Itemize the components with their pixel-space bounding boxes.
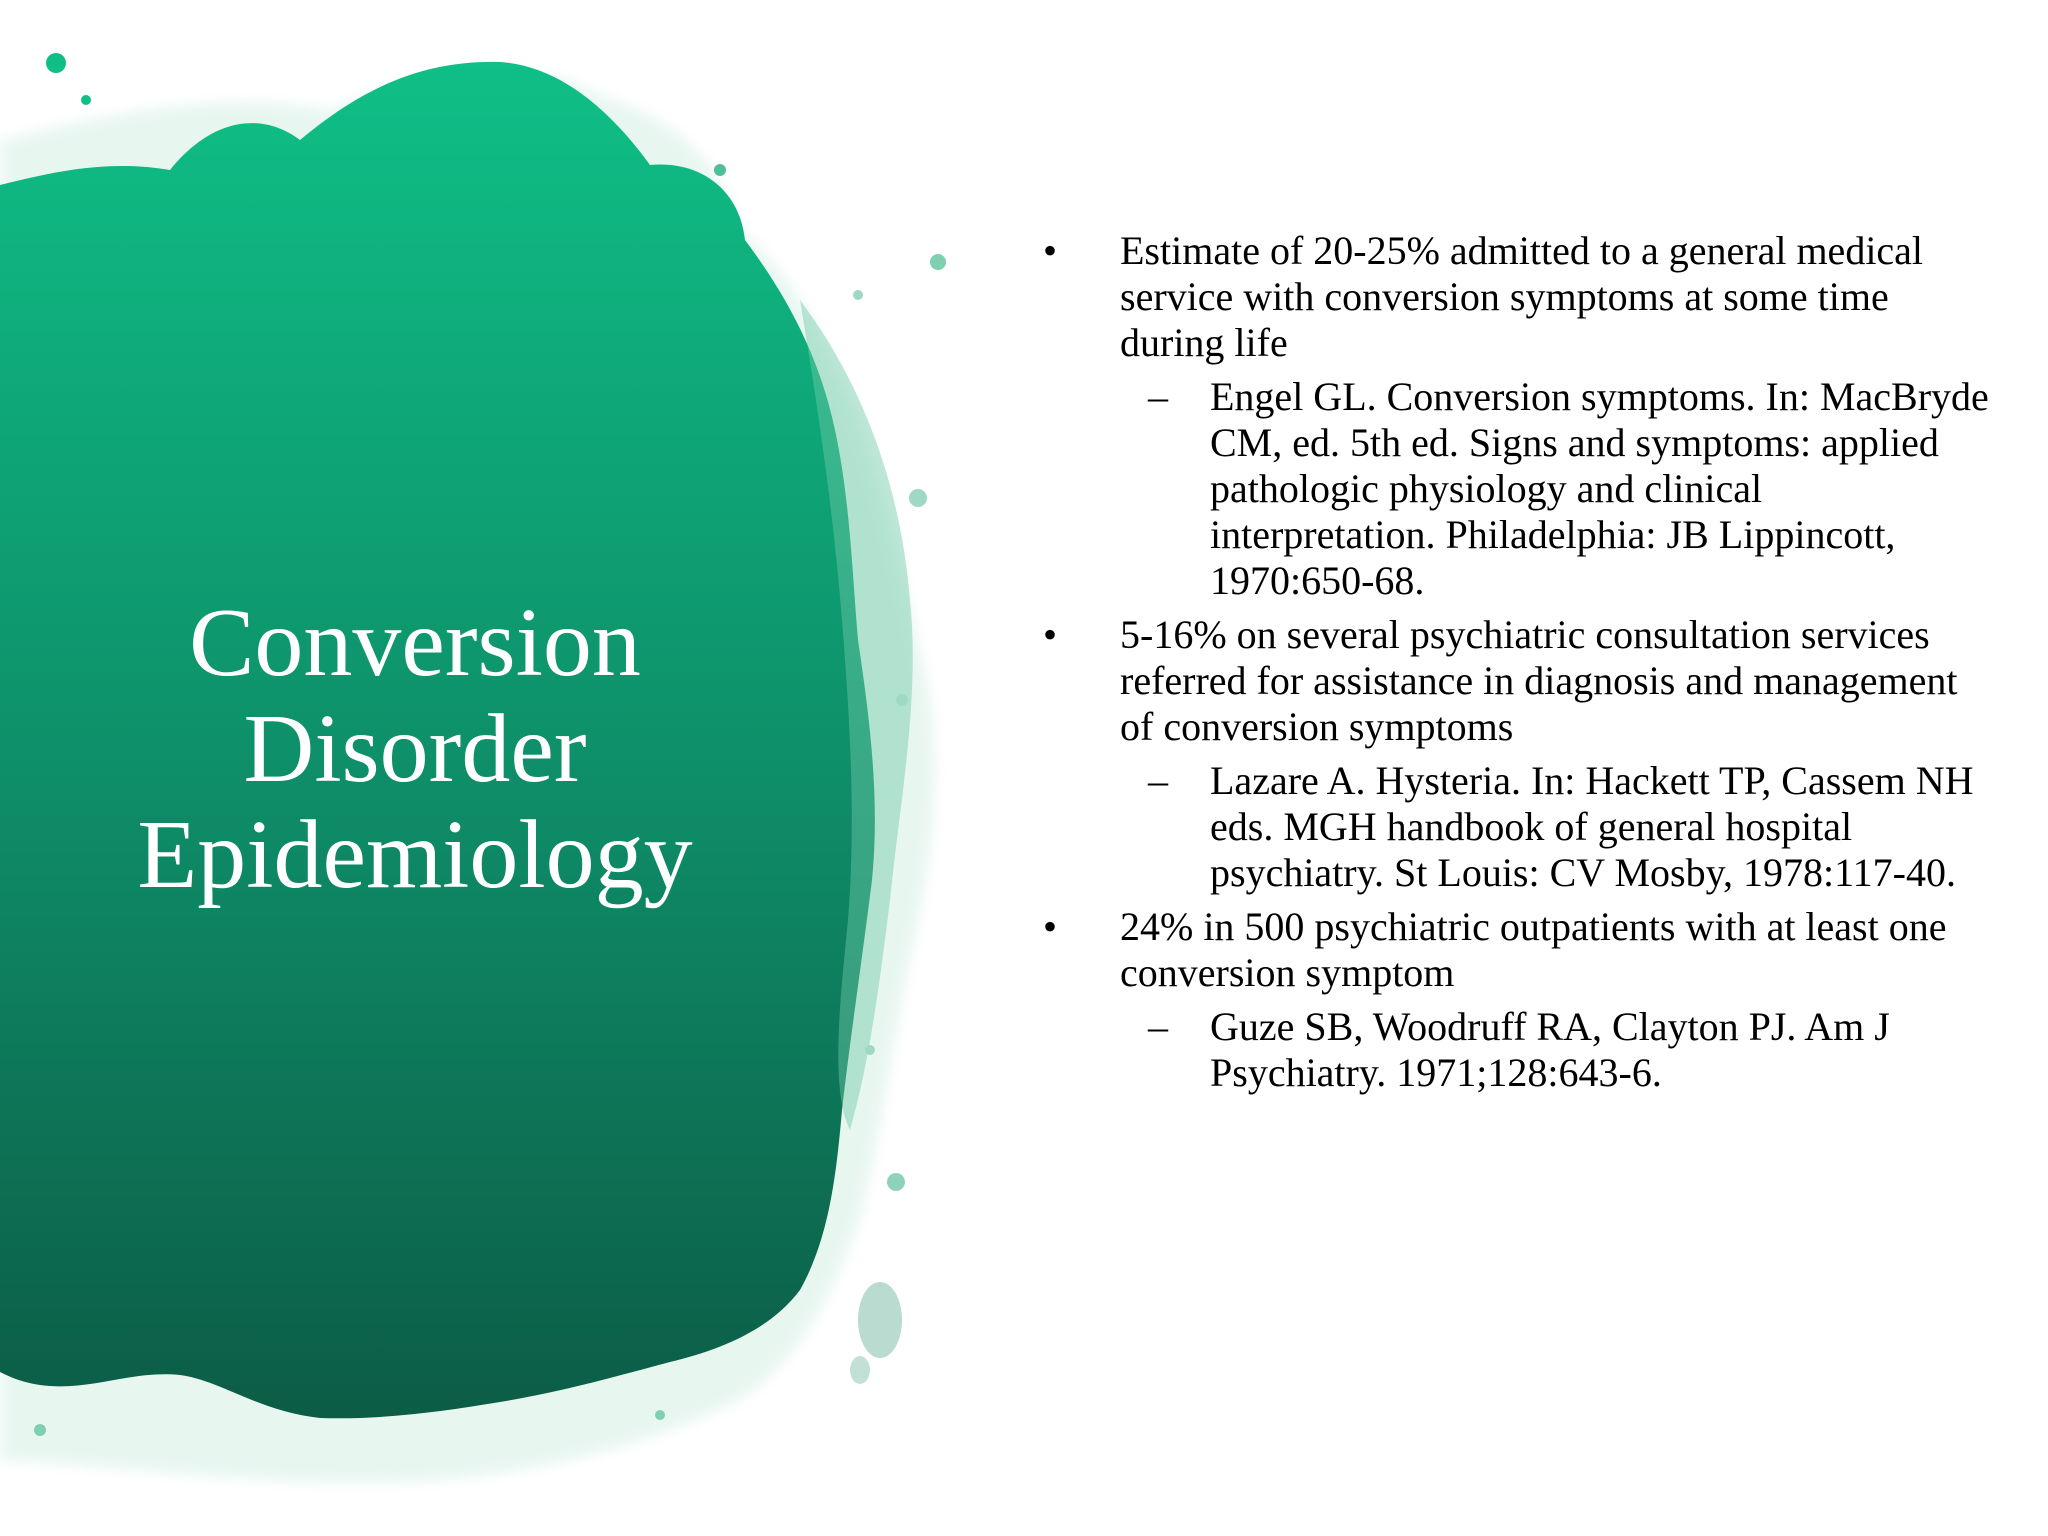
splatter-drop — [853, 290, 863, 300]
bullet-item — [1030, 228, 1990, 366]
bullet-text: Estimate of 20-25% admitted to a general medical service with conversion symptoms at some time during life — [1120, 228, 1924, 365]
citation-item — [1030, 1004, 1990, 1096]
bullet-text: 24% in 500 psychiatric outpatients with at least one conversion symptom — [1120, 904, 1947, 995]
bullet-item — [1030, 612, 1990, 750]
citation-item — [1030, 758, 1990, 896]
title-line-2: Disorder — [243, 695, 587, 803]
splatter-drop — [858, 1282, 902, 1358]
splatter-drop — [34, 1424, 46, 1436]
bullet-marker: • — [1042, 904, 1057, 949]
citation-text: Lazare A. Hysteria. In: Hackett TP, Cassem NH eds. MGH handbook of general hospital psychiatry. St Louis: CV Mosby, 1978:117-40. — [1210, 758, 1974, 895]
title-line-1: Conversion — [189, 589, 641, 697]
splatter-drop — [655, 1410, 665, 1420]
citation-item — [1030, 374, 1990, 604]
citation-text: Engel GL. Conversion symptoms. In: MacBryde CM, ed. 5th ed. Signs and symptoms: applied pathologic physiology and clinical interpretation. Philadelphia: JB Lippincott, 1970:650-68. — [1210, 374, 1989, 603]
splatter-drop — [714, 164, 726, 176]
splatter-drop — [81, 95, 91, 105]
splatter-drop — [850, 1356, 870, 1384]
dash-marker: – — [1148, 374, 1168, 419]
bullet-marker: • — [1042, 612, 1057, 657]
splatter-drop — [909, 489, 927, 507]
bullet-text: 5-16% on several psychiatric consultation services referred for assistance in diagnosis and management of conversion symptoms — [1120, 612, 1958, 749]
slide-title — [60, 590, 770, 908]
splatter-drop — [930, 254, 946, 270]
splatter-drop — [46, 53, 66, 73]
dash-marker: – — [1148, 758, 1168, 803]
bullet-list — [1030, 228, 1990, 1104]
splatter-drop — [865, 1045, 875, 1055]
splatter-drop — [896, 694, 908, 706]
bullet-item — [1030, 904, 1990, 996]
citation-text: Guze SB, Woodruff RA, Clayton PJ. Am J Psychiatry. 1971;128:643-6. — [1210, 1004, 1890, 1095]
bullet-marker: • — [1042, 228, 1057, 273]
dash-marker: – — [1148, 1004, 1168, 1049]
title-line-3: Epidemiology — [137, 801, 693, 909]
splatter-drop — [887, 1173, 905, 1191]
